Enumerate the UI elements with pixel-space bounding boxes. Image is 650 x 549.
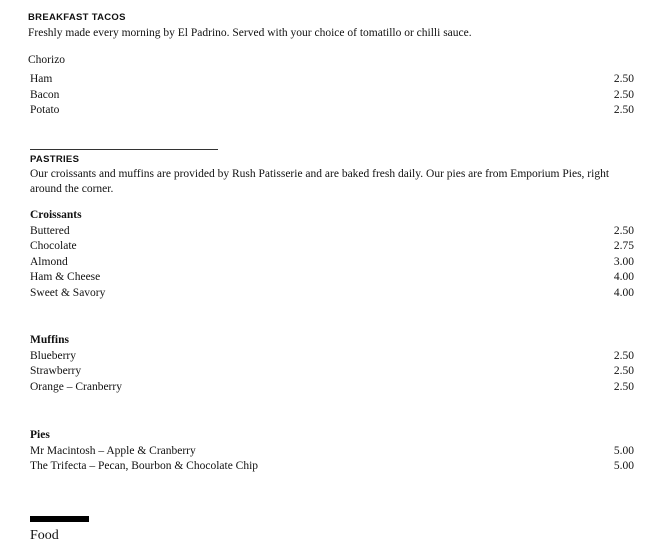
- footer-food-label: Food: [30, 528, 59, 543]
- pastries-description: Our croissants and muffins are provided by Rush Patisserie and are baked fresh daily. Our pies are from Emporium Pies, right around the corner.: [30, 168, 610, 195]
- menu-item-name: The Trifecta – Pecan, Bourbon & Chocolate Chip: [30, 460, 259, 472]
- menu-item-name: Sweet & Savory: [30, 287, 106, 299]
- menu-item-name: Ham & Cheese: [30, 271, 101, 283]
- menu-item-price: 3.00: [613, 256, 634, 268]
- menu-item-name: Strawberry: [30, 365, 82, 377]
- menu-item-price: 4.00: [613, 287, 634, 299]
- chorizo-subheading: Chorizo: [28, 54, 66, 66]
- menu-item-price: 5.00: [613, 460, 634, 472]
- breakfast-tacos-heading: BREAKFAST TACOS: [28, 12, 126, 23]
- pies-subheading: Pies: [30, 429, 50, 441]
- menu-item-name: Potato: [30, 104, 60, 116]
- muffins-subheading: Muffins: [30, 334, 69, 346]
- section-divider: [30, 149, 218, 150]
- menu-item-name: Almond: [30, 256, 68, 268]
- pastries-heading: PASTRIES: [30, 154, 80, 165]
- menu-item-name: Ham: [30, 73, 53, 85]
- menu-item-price: 2.50: [613, 381, 634, 393]
- menu-item-price: 2.50: [613, 225, 634, 237]
- menu-item-name: Blueberry: [30, 350, 76, 362]
- menu-item-price: 2.50: [613, 89, 634, 101]
- menu-item-name: Mr Macintosh – Apple & Cranberry: [30, 445, 196, 457]
- menu-item-name: Buttered: [30, 225, 70, 237]
- footer-bar: [30, 516, 89, 522]
- menu-item-price: 2.50: [613, 350, 634, 362]
- menu-item-price: 2.50: [613, 73, 634, 85]
- menu-item-name: Chocolate: [30, 240, 77, 252]
- menu-item-price: 2.75: [613, 240, 634, 252]
- menu-item-price: 5.00: [613, 445, 634, 457]
- menu-item-name: Orange – Cranberry: [30, 381, 122, 393]
- menu-item-price: 2.50: [613, 365, 634, 377]
- croissants-subheading: Croissants: [30, 209, 82, 221]
- breakfast-tacos-description: Freshly made every morning by El Padrino. Served with your choice of tomatillo or chilli sauce.: [28, 27, 472, 39]
- menu-item-price: 2.50: [613, 104, 634, 116]
- menu-item-price: 4.00: [613, 271, 634, 283]
- menu-item-name: Bacon: [30, 89, 60, 101]
